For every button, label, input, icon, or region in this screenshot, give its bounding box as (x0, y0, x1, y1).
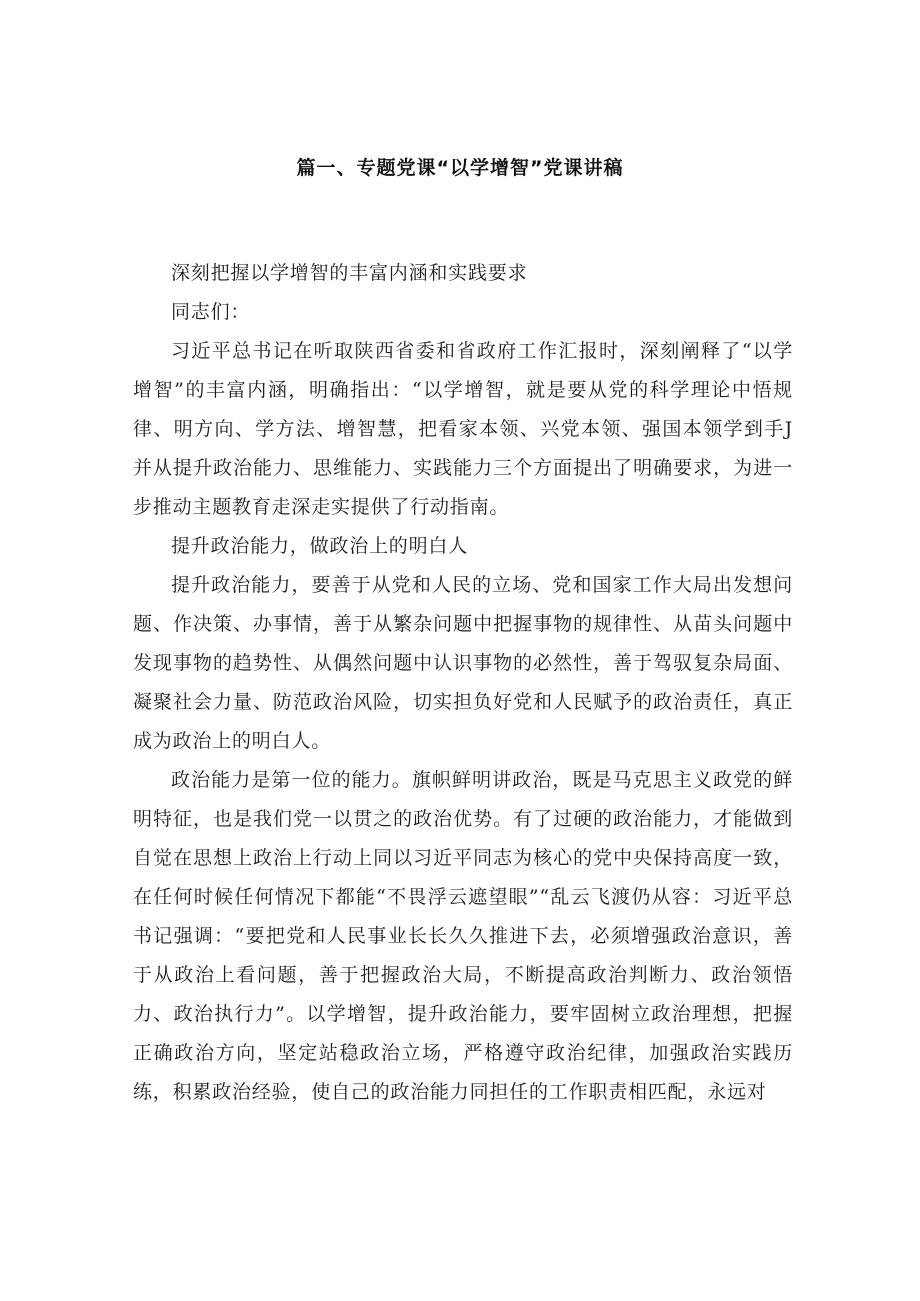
paragraph: 提升政治能力，要善于从党和人民的立场、党和国家工作大局出发想问题、作决策、办事情，善于从繁杂问题中把握事物的规律性、从苗头问题中发现事物的趋势性、从偶然问题中认识事物的必然性，善于驾驭复杂局面、凝聚社会力量、防范政治风险，切实担负好党和人民赋予的政治责任，真正成为政治上的明白人。 (133, 574, 793, 752)
document-title: 篇一、专题党课“以学增智”党课讲稿 (296, 157, 624, 179)
paragraph: 政治能力是第一位的能力。旗帜鲜明讲政治，既是马克思主义政党的鲜明特征，也是我们党一以贯之的政治优势。有了过硬的政治能力，才能做到自觉在思想上政治上行动上同以习近平同志为核心的党中央保持高度一致，在任何时候任何情况下都能“不畏浮云遮望眼”“乱云飞渡仍从容：习近平总书记强调：“要把党和人民事业长长久久推进下去，必须增强政治意识，善于从政治上看问题，善于把握政治大局，不断提高政治判断力、政治领悟力、政治执行力”。以学增智，提升政治能力，要牢固树立政治理想，把握正确政治方向，坚定站稳政治立场，严格遵守政治纪律，加强政治实践历练，积累政治经验，使自己的政治能力同担任的工作职责相匹配，永远对 (133, 769, 793, 1103)
document-body (133, 254, 793, 1112)
paragraph: 习近平总书记在听取陕西省委和省政府工作汇报时，深刻阐释了“以学增智”的丰富内涵，明确指出：“以学增智，就是要从党的科学理论中悟规律、明方向、学方法、增智慧，把看家本领、兴党本领、强国本领学到手J并从提升政治能力、思维能力、实践能力三个方面提出了明确要求，为进一步推动主题教育走深走实提供了行动指南。 (133, 340, 793, 518)
subtitle: 深刻把握以学增智的丰富内涵和实践要求 (171, 262, 528, 284)
salutation: 同志们： (171, 301, 251, 323)
section-heading: 提升政治能力，做政治上的明白人 (171, 535, 469, 557)
